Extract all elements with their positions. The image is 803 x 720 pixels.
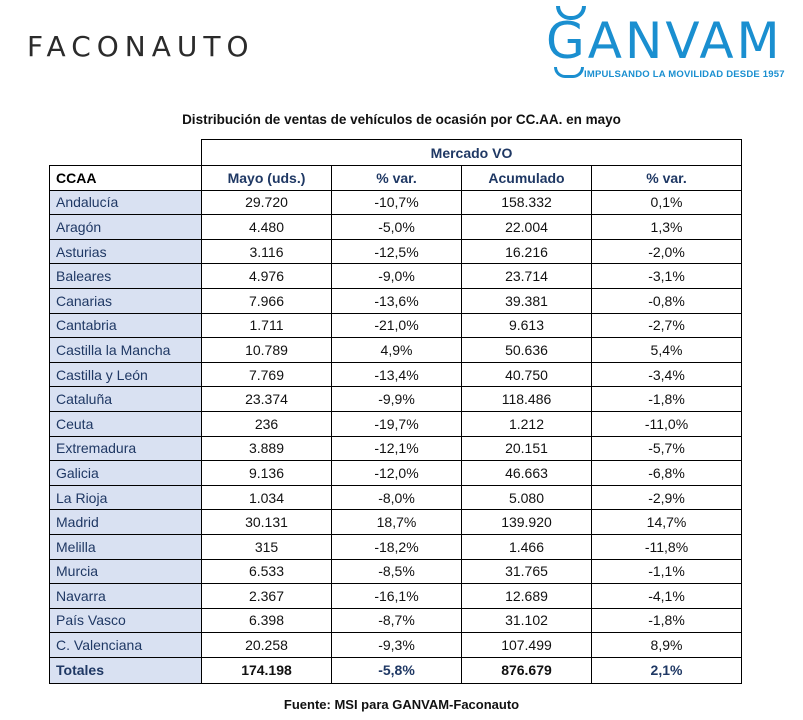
var-mayo-cell: -8,0% bbox=[332, 485, 462, 510]
table-row bbox=[50, 362, 742, 387]
var-mayo-cell: -13,6% bbox=[332, 288, 462, 313]
column-header-var-mayo: % var. bbox=[332, 166, 462, 191]
table-row bbox=[50, 633, 742, 658]
acumulado-cell: 31.102 bbox=[462, 608, 592, 633]
ganvam-tagline: IMPULSANDO LA MOVILIDAD DESDE 1957 bbox=[584, 69, 785, 80]
blank-corner-cell bbox=[50, 140, 202, 166]
acumulado-cell: 139.920 bbox=[462, 510, 592, 535]
region-cell: Murcia bbox=[50, 559, 202, 584]
table-row bbox=[50, 313, 742, 338]
table-row bbox=[50, 411, 742, 436]
var-mayo-cell: -12,5% bbox=[332, 239, 462, 264]
mayo-cell: 4.976 bbox=[202, 264, 332, 289]
var-mayo-cell: -8,5% bbox=[332, 559, 462, 584]
mayo-cell: 23.374 bbox=[202, 387, 332, 412]
var-acumulado-cell: -1,8% bbox=[592, 387, 742, 412]
table-row bbox=[50, 190, 742, 215]
acumulado-cell: 40.750 bbox=[462, 362, 592, 387]
acumulado-cell: 107.499 bbox=[462, 633, 592, 658]
mayo-cell: 315 bbox=[202, 534, 332, 559]
var-mayo-cell: -19,7% bbox=[332, 411, 462, 436]
totals-var-mayo: -5,8% bbox=[332, 657, 462, 683]
var-mayo-cell: -9,9% bbox=[332, 387, 462, 412]
var-acumulado-cell: 8,9% bbox=[592, 633, 742, 658]
var-acumulado-cell: -11,0% bbox=[592, 411, 742, 436]
acumulado-cell: 23.714 bbox=[462, 264, 592, 289]
ganvam-wordmark: GANVAM bbox=[546, 12, 783, 70]
sales-table bbox=[49, 139, 742, 684]
table-row bbox=[50, 436, 742, 461]
var-acumulado-cell: -6,8% bbox=[592, 461, 742, 486]
region-cell: País Vasco bbox=[50, 608, 202, 633]
mayo-cell: 3.116 bbox=[202, 239, 332, 264]
var-acumulado-cell: 0,1% bbox=[592, 190, 742, 215]
mayo-cell: 1.034 bbox=[202, 485, 332, 510]
var-mayo-cell: -5,0% bbox=[332, 215, 462, 240]
table-row bbox=[50, 264, 742, 289]
region-cell: Cataluña bbox=[50, 387, 202, 412]
var-mayo-cell: 18,7% bbox=[332, 510, 462, 535]
region-cell: Melilla bbox=[50, 534, 202, 559]
table-row bbox=[50, 584, 742, 609]
mayo-cell: 9.136 bbox=[202, 461, 332, 486]
table-row bbox=[50, 239, 742, 264]
region-cell: Asturias bbox=[50, 239, 202, 264]
mayo-cell: 6.533 bbox=[202, 559, 332, 584]
table-row bbox=[50, 485, 742, 510]
acumulado-cell: 31.765 bbox=[462, 559, 592, 584]
region-cell: Canarias bbox=[50, 288, 202, 313]
acumulado-cell: 12.689 bbox=[462, 584, 592, 609]
group-header-row bbox=[50, 140, 742, 166]
column-header-acumulado: Acumulado bbox=[462, 166, 592, 191]
column-header-row bbox=[50, 166, 742, 191]
table-row bbox=[50, 387, 742, 412]
column-header-var-acumulado: % var. bbox=[592, 166, 742, 191]
mayo-cell: 236 bbox=[202, 411, 332, 436]
mayo-cell: 10.789 bbox=[202, 338, 332, 363]
var-acumulado-cell: 14,7% bbox=[592, 510, 742, 535]
totals-row bbox=[50, 657, 742, 683]
mayo-cell: 20.258 bbox=[202, 633, 332, 658]
var-acumulado-cell: -3,4% bbox=[592, 362, 742, 387]
var-mayo-cell: -10,7% bbox=[332, 190, 462, 215]
var-mayo-cell: -13,4% bbox=[332, 362, 462, 387]
region-cell: Andalucía bbox=[50, 190, 202, 215]
mayo-cell: 4.480 bbox=[202, 215, 332, 240]
acumulado-cell: 9.613 bbox=[462, 313, 592, 338]
mayo-cell: 7.966 bbox=[202, 288, 332, 313]
acumulado-cell: 16.216 bbox=[462, 239, 592, 264]
table-row bbox=[50, 510, 742, 535]
table-row bbox=[50, 534, 742, 559]
var-acumulado-cell: 5,4% bbox=[592, 338, 742, 363]
acumulado-cell: 1.212 bbox=[462, 411, 592, 436]
ganvam-smile-mark bbox=[554, 67, 584, 78]
region-cell: Madrid bbox=[50, 510, 202, 535]
var-mayo-cell: -12,1% bbox=[332, 436, 462, 461]
column-header-ccaa: CCAA bbox=[50, 166, 202, 191]
table-title: Distribución de ventas de vehículos de ocasión por CC.AA. en mayo bbox=[182, 112, 621, 127]
mayo-cell: 3.889 bbox=[202, 436, 332, 461]
mayo-cell: 29.720 bbox=[202, 190, 332, 215]
totals-var-acumulado: 2,1% bbox=[592, 657, 742, 683]
acumulado-cell: 46.663 bbox=[462, 461, 592, 486]
region-cell: Castilla la Mancha bbox=[50, 338, 202, 363]
mayo-cell: 1.711 bbox=[202, 313, 332, 338]
var-acumulado-cell: 1,3% bbox=[592, 215, 742, 240]
region-cell: Navarra bbox=[50, 584, 202, 609]
region-cell: C. Valenciana bbox=[50, 633, 202, 658]
var-mayo-cell: 4,9% bbox=[332, 338, 462, 363]
acumulado-cell: 50.636 bbox=[462, 338, 592, 363]
var-acumulado-cell: -1,8% bbox=[592, 608, 742, 633]
var-acumulado-cell: -3,1% bbox=[592, 264, 742, 289]
totals-label: Totales bbox=[50, 657, 202, 683]
region-cell: Ceuta bbox=[50, 411, 202, 436]
mayo-cell: 6.398 bbox=[202, 608, 332, 633]
var-acumulado-cell: -5,7% bbox=[592, 436, 742, 461]
var-mayo-cell: -8,7% bbox=[332, 608, 462, 633]
var-acumulado-cell: -1,1% bbox=[592, 559, 742, 584]
var-acumulado-cell: -4,1% bbox=[592, 584, 742, 609]
acumulado-cell: 20.151 bbox=[462, 436, 592, 461]
acumulado-cell: 158.332 bbox=[462, 190, 592, 215]
totals-mayo: 174.198 bbox=[202, 657, 332, 683]
var-acumulado-cell: -11,8% bbox=[592, 534, 742, 559]
var-acumulado-cell: -2,0% bbox=[592, 239, 742, 264]
var-mayo-cell: -18,2% bbox=[332, 534, 462, 559]
region-cell: Extremadura bbox=[50, 436, 202, 461]
column-header-mayo: Mayo (uds.) bbox=[202, 166, 332, 191]
var-mayo-cell: -9,0% bbox=[332, 264, 462, 289]
mayo-cell: 30.131 bbox=[202, 510, 332, 535]
var-mayo-cell: -12,0% bbox=[332, 461, 462, 486]
table-row bbox=[50, 559, 742, 584]
var-mayo-cell: -21,0% bbox=[332, 313, 462, 338]
acumulado-cell: 39.381 bbox=[462, 288, 592, 313]
region-cell: Baleares bbox=[50, 264, 202, 289]
region-cell: La Rioja bbox=[50, 485, 202, 510]
region-cell: Galicia bbox=[50, 461, 202, 486]
acumulado-cell: 22.004 bbox=[462, 215, 592, 240]
region-cell: Aragón bbox=[50, 215, 202, 240]
var-acumulado-cell: -0,8% bbox=[592, 288, 742, 313]
table-row bbox=[50, 338, 742, 363]
var-mayo-cell: -16,1% bbox=[332, 584, 462, 609]
acumulado-cell: 5.080 bbox=[462, 485, 592, 510]
table-row bbox=[50, 461, 742, 486]
acumulado-cell: 118.486 bbox=[462, 387, 592, 412]
table-row bbox=[50, 608, 742, 633]
mayo-cell: 2.367 bbox=[202, 584, 332, 609]
region-cell: Castilla y León bbox=[50, 362, 202, 387]
var-acumulado-cell: -2,7% bbox=[592, 313, 742, 338]
table-row bbox=[50, 288, 742, 313]
ganvam-logo bbox=[546, 6, 785, 82]
mayo-cell: 7.769 bbox=[202, 362, 332, 387]
table-row bbox=[50, 215, 742, 240]
group-header-mercado-vo: Mercado VO bbox=[202, 140, 742, 166]
acumulado-cell: 1.466 bbox=[462, 534, 592, 559]
region-cell: Cantabria bbox=[50, 313, 202, 338]
var-mayo-cell: -9,3% bbox=[332, 633, 462, 658]
totals-acumulado: 876.679 bbox=[462, 657, 592, 683]
var-acumulado-cell: -2,9% bbox=[592, 485, 742, 510]
source-note: Fuente: MSI para GANVAM-Faconauto bbox=[283, 697, 520, 712]
faconauto-logo: FACONAUTO bbox=[27, 30, 255, 63]
